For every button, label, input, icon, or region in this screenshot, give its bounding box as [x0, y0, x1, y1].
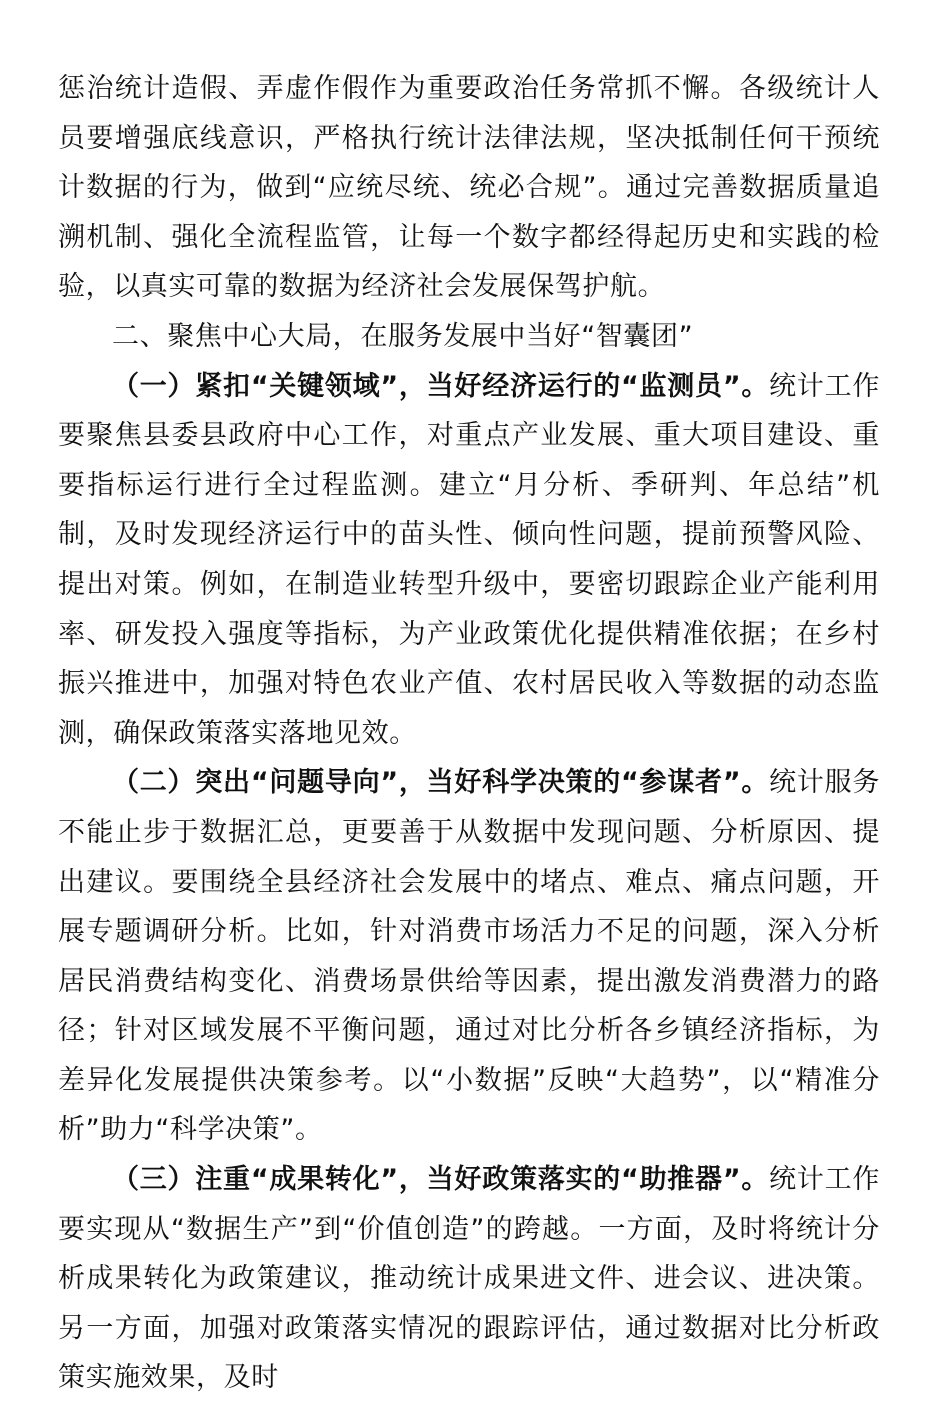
- subsection-1-lead: （一）紧扣“关键领域”，当好经济运行的“监测员”。: [112, 370, 770, 402]
- paragraph-intro: 惩治统计造假、弄虚作假作为重要政治任务常抓不懈。各级统计人员要增强底线意识，严格执行统计法律法规，坚决抵制任何干预统计数据的行为，做到“应统尽统、统必合规”。通过完善数据质量追溯机制、强化全流程监管，让每一个数字都经得起历史和实践的检验，以真实可靠的数据为经济社会发展保驾护航。: [58, 73, 880, 303]
- subsection-2-body: 统计服务不能止步于数据汇总，更要善于从数据中发现问题、分析原因、提出建议。要围绕全县经济社会发展中的堵点、难点、痛点问题，开展专题调研分析。比如，针对消费市场活力不足的问题，深入分析居民消费结构变化、消费场景供给等因素，提出激发消费潜力的路径；针对区域发展不平衡问题，通过对比分析各乡镇经济指标，为差异化发展提供决策参考。以“小数据”反映“大趋势”，以“精准分析”助力“科学决策”。: [58, 767, 881, 1146]
- section-heading-2: 二、聚焦中心大局，在服务发展中当好“智囊团”: [112, 320, 694, 352]
- subsection-3-lead: （三）注重“成果转化”，当好政策落实的“助推器”。: [112, 1164, 770, 1196]
- subsection-3-body: 统计工作要实现从“数据生产”到“价值创造”的跨越。一方面，及时将统计分析成果转化为政策建议，推动统计成果进文件、进会议、进决策。另一方面，加强对政策落实情况的跟踪评估，通过数据对比分析政策实施效果，及时: [58, 1164, 881, 1394]
- subsection-2-lead: （二）突出“问题导向”，当好科学决策的“参谋者”。: [112, 767, 770, 799]
- paragraph-subsection-2: [58, 758, 880, 1155]
- paragraph-subsection-3: [58, 1155, 880, 1403]
- document-page: [58, 64, 880, 1403]
- subsection-1-body: 统计工作要聚焦县委县政府中心工作，对重点产业发展、重大项目建设、重要指标运行进行全过程监测。建立“月分析、季研判、年总结”机制，及时发现经济运行中的苗头性、倾向性问题，提前预警风险、提出对策。例如，在制造业转型升级中，要密切跟踪企业产能利用率、研发投入强度等指标，为产业政策优化提供精准依据；在乡村振兴推进中，加强对特色农业产值、农村居民收入等数据的动态监测，确保政策落实落地见效。: [58, 370, 881, 749]
- paragraph-subsection-1: [58, 362, 880, 759]
